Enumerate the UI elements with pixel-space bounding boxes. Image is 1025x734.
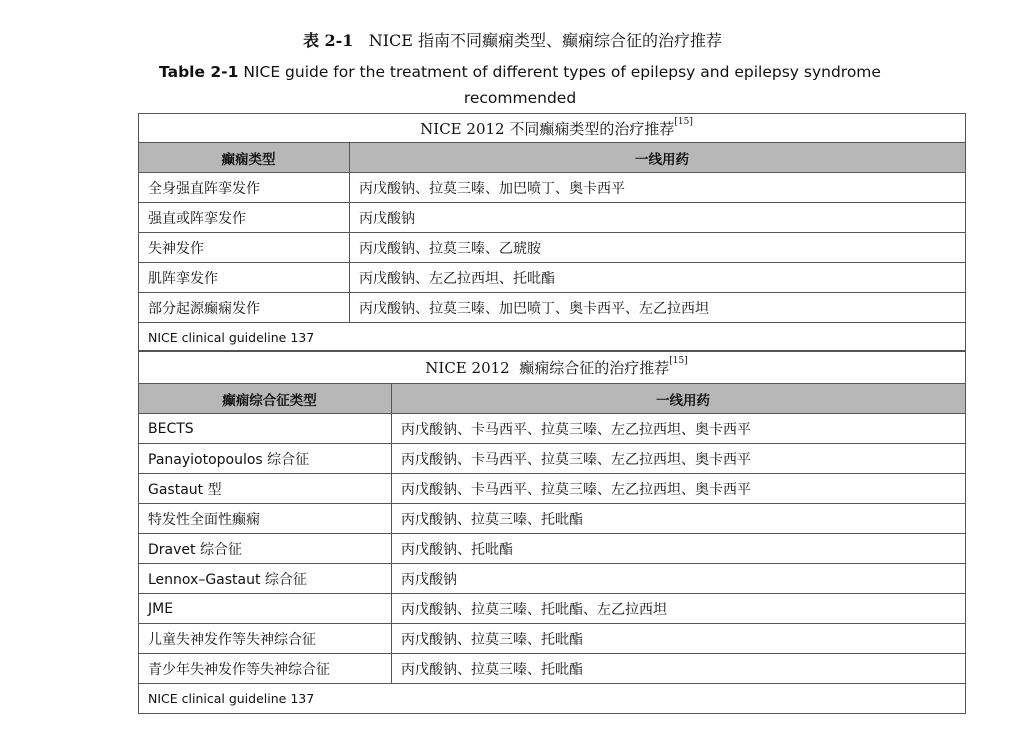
syndrome-table [138,350,966,714]
table-row [139,624,966,654]
table-cell: 丙戊酸钠 [392,564,966,594]
table-row [139,444,966,474]
table-row [139,564,966,594]
table-title-row [139,114,966,143]
table-cell: 丙戊酸钠、拉莫三嗪、托吡酯 [392,654,966,684]
caption-english [120,59,920,111]
table-header-row [139,143,966,173]
table-cell: 部分起源癫痫发作 [139,293,350,323]
table-header-row [139,384,966,414]
table-cell: 丙戊酸钠、拉莫三嗪、托吡酯 [392,624,966,654]
column-header: 一线用药 [350,143,966,173]
table-cell: 丙戊酸钠、托吡酯 [392,534,966,564]
table-cell: 全身强直阵挛发作 [139,173,350,203]
table-row [139,203,966,233]
table-row [139,534,966,564]
table-cell: 失神发作 [139,233,350,263]
table-note: NICE clinical guideline 137 [139,323,966,352]
table-row [139,173,966,203]
reference-mark: [15] [669,355,688,366]
table-cell: 丙戊酸钠、拉莫三嗪、托吡酯 [392,504,966,534]
table-cell: 丙戊酸钠、卡马西平、拉莫三嗪、左乙拉西坦、奥卡西平 [392,414,966,444]
column-header: 一线用药 [392,384,966,414]
table-cell: Lennox–Gastaut 综合征 [139,564,392,594]
table-title [139,114,966,143]
table-cell: 丙戊酸钠 [350,203,966,233]
caption-cn-label: 表 2-1 [302,31,354,50]
table-cell: 丙戊酸钠、拉莫三嗪、加巴喷丁、奥卡西平、左乙拉西坦 [350,293,966,323]
table-cell: 丙戊酸钠、拉莫三嗪、加巴喷丁、奥卡西平 [350,173,966,203]
table-cell: 丙戊酸钠、卡马西平、拉莫三嗪、左乙拉西坦、奥卡西平 [392,444,966,474]
table-title-text: NICE 2012 癫痫综合征的治疗推荐 [425,358,670,377]
table-cell: BECTS [139,414,392,444]
table-cell: 丙戊酸钠、拉莫三嗪、托吡酯、左乙拉西坦 [392,594,966,624]
table-cell: 特发性全面性癫痫 [139,504,392,534]
table-title [139,351,966,384]
table-cell: Panayiotopoulos 综合征 [139,444,392,474]
reference-mark: [15] [674,116,693,127]
table-note-row [139,684,966,714]
table-row [139,654,966,684]
table-row [139,293,966,323]
table-row [139,594,966,624]
table-row [139,233,966,263]
column-header: 癫痫综合征类型 [139,384,392,414]
table-row [139,263,966,293]
table-cell: 儿童失神发作等失神综合征 [139,624,392,654]
table-row [139,414,966,444]
table-row [139,474,966,504]
table-row [139,504,966,534]
table-cell: 丙戊酸钠、左乙拉西坦、托吡酯 [350,263,966,293]
column-header: 癫痫类型 [139,143,350,173]
caption-cn-text: NICE 指南不同癫痫类型、癫痫综合征的治疗推荐 [368,31,723,50]
table-cell: 丙戊酸钠、卡马西平、拉莫三嗪、左乙拉西坦、奥卡西平 [392,474,966,504]
caption-en-label: Table 2-1 [159,63,239,81]
seizure-type-table [138,113,966,352]
table-cell: 强直或阵挛发作 [139,203,350,233]
table-title-row [139,351,966,384]
table-cell: Gastaut 型 [139,474,392,504]
caption-chinese [0,31,1025,51]
table-cell: JME [139,594,392,624]
table-cell: 青少年失神发作等失神综合征 [139,654,392,684]
table-cell: 丙戊酸钠、拉莫三嗪、乙琥胺 [350,233,966,263]
table-title-text: NICE 2012 不同癫痫类型的治疗推荐 [420,119,675,138]
table-note: NICE clinical guideline 137 [139,684,966,714]
table-cell: Dravet 综合征 [139,534,392,564]
table-cell: 肌阵挛发作 [139,263,350,293]
table-note-row [139,323,966,352]
caption-en-text: NICE guide for the treatment of different types of epilepsy and epilepsy syndrome recommended [243,63,881,107]
